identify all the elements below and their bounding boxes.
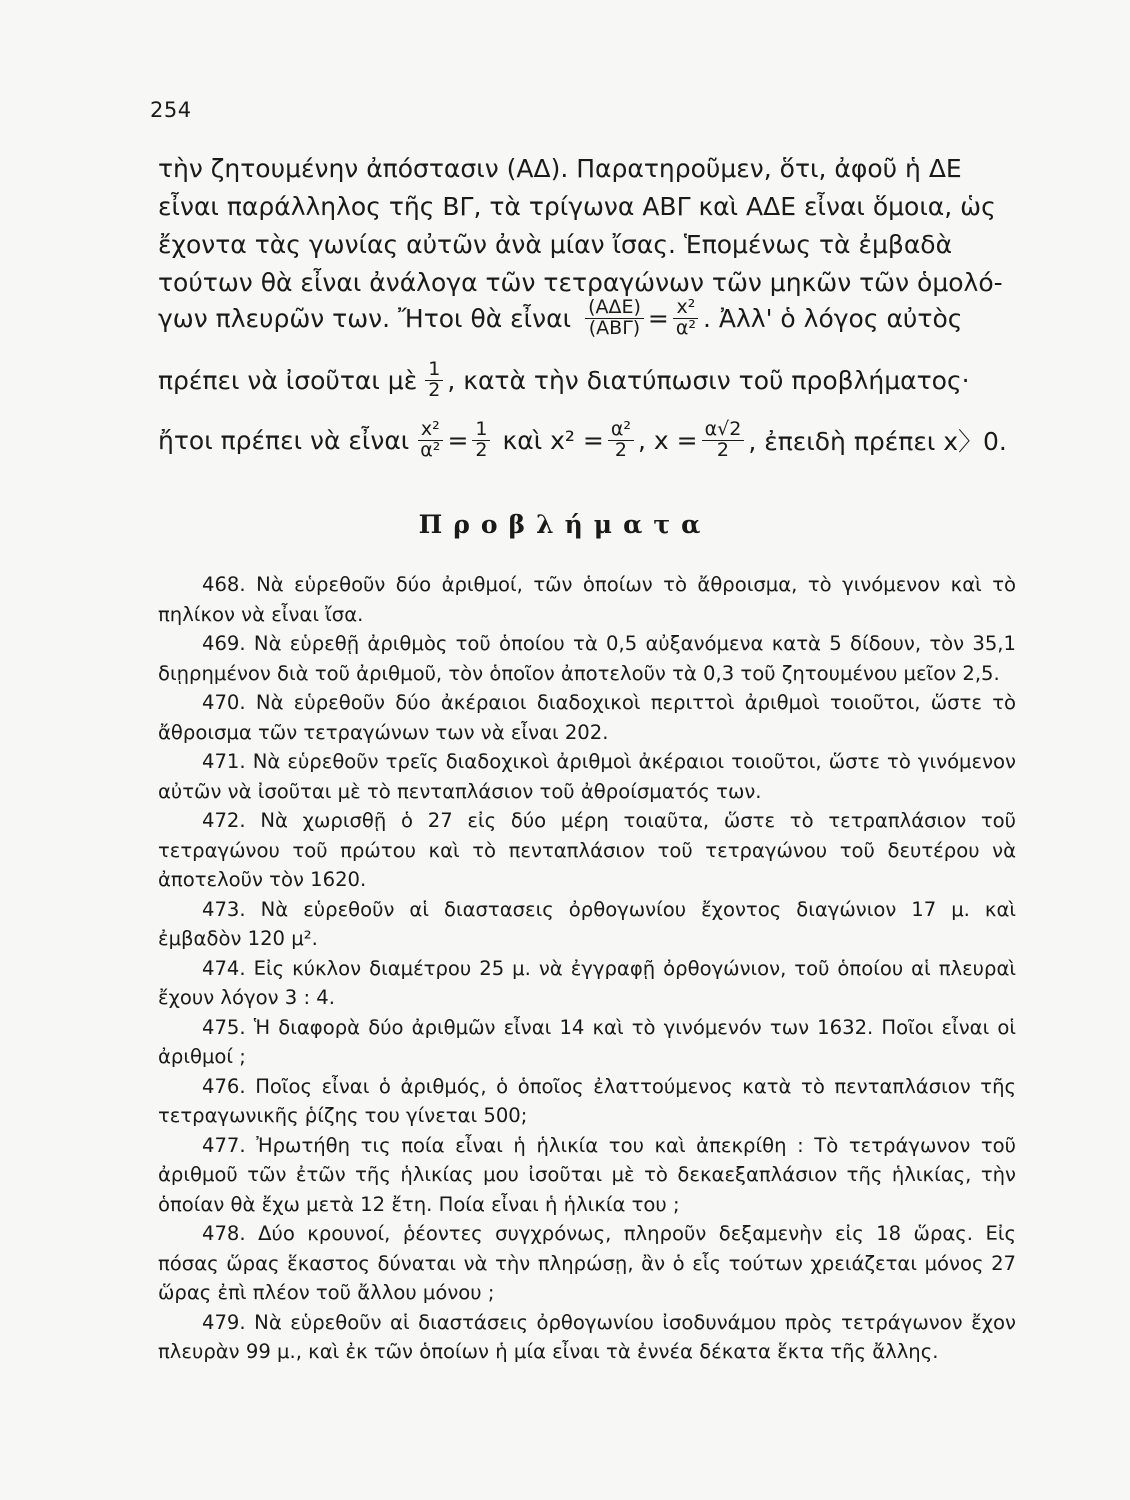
problem-item: 475. Ἡ διαφορὰ δύο ἀριθμῶν εἶναι 14 καὶ τὸ γινόμενόν των 1632. Ποῖοι εἶναι οἱ ἀριθμοί ; — [158, 1015, 1016, 1068]
fraction-numerator: 1 — [425, 360, 443, 381]
problem-item: 468. Νὰ εὑρεθοῦν δύο ἀριθμοί, τῶν ὁποίων τὸ ἄθροισμα, τὸ γινόμενον καὶ τὸ πηλίκον νὰ εἶναι ἴσα. — [158, 573, 1016, 626]
problem-item: 469. Νὰ εὑρεθῇ ἀριθμὸς τοῦ ὁποίου τὰ 0,5 αὐξανόμενα κατὰ 5 δίδουν, τὸν 35,1 διῃρημένον διὰ τοῦ ἀριθμοῦ, τὸν ὁποῖον ἀποτελοῦν τὰ 0,3 τοῦ ζητουμένου μεῖον 2,5. — [158, 632, 1016, 685]
fraction-numerator: α² — [608, 420, 634, 441]
section-heading: Προβλήματα — [418, 510, 712, 539]
math-text: . Ἀλλ' ὁ λόγος αὐτὸς — [703, 303, 963, 333]
math-text: καὶ x² = — [502, 425, 604, 455]
problem-item: 471. Νὰ εὑρεθοῦν τρεῖς διαδοχικοὶ ἀριθμοὶ ἀκέραιοι τοιοῦτοι, ὥστε τὸ γινόμενον αὐτῶν νὰ ἰσοῦται μὲ τὸ πενταπλάσιον τοῦ ἀθροίσματός των. — [158, 750, 1016, 803]
fraction-numerator: x² — [418, 420, 443, 441]
intro-line: τὴν ζητουμένην ἀπόστασιν (ΑΔ). Παρατηροῦμεν, ὅτι, ἀφοῦ ἡ ΔΕ — [158, 154, 962, 183]
equals-sign: = — [647, 303, 669, 333]
problem-list — [158, 570, 1016, 1367]
half-fraction — [425, 360, 443, 401]
solution-fraction — [702, 420, 745, 461]
problem-item: 478. Δύο κρουνοί, ῥέοντες συγχρόνως, πληροῦν δεξαμενὴν εἰς 18 ὥρας. Εἰς πόσας ὥρας ἕκαστος δύναται νὰ τὴν πληρώσῃ, ἂν ὁ εἷς τούτων χρειάζεται μόνος 27 ὥρας ἐπὶ πλέον τοῦ ἄλλου μόνου ; — [158, 1222, 1016, 1304]
problem-item: 477. Ἠρωτήθη τις ποία εἶναι ἡ ἡλικία του καὶ ἀπεκρίθη : Τὸ τετράγωνον τοῦ ἀριθμοῦ τῶν ἐτῶν τῆς ἡλικίας μου ἰσοῦται μὲ τὸ δεκαεξαπλάσιον τῆς ἡλικίας, τὴν ὁποίαν θὰ ἔχω μετὰ 12 ἔτη. Ποία εἶναι ἡ ἡλικία του ; — [158, 1133, 1016, 1216]
problem-item: 473. Νὰ εὑρεθοῦν αἱ διαστασεις ὀρθογωνίου ἔχοντος διαγώνιον 17 μ. καὶ ἐμβαδὸν 120 μ². — [158, 897, 1016, 950]
problem-item: 470. Νὰ εὑρεθοῦν δύο ἀκέραιοι διαδοχικοὶ περιττοὶ ἀριθμοὶ τοιοῦτοι, ὥστε τὸ ἄθροισμα τῶν τετραγώνων των νὰ εἶναι 202. — [158, 691, 1016, 744]
fraction-denominator: α² — [675, 316, 696, 339]
math-text: γων πλευρῶν των. Ἤτοι θὰ εἶναι — [158, 303, 572, 333]
intro-line: εἶναι παράλληλος τῆς ΒΓ, τὰ τρίγωνα ΑΒΓ καὶ ΑΔΕ εἶναι ὅμοια, ὡς — [158, 192, 996, 221]
half-condition-line — [158, 360, 970, 401]
equals-sign: = — [447, 425, 469, 455]
problem-item: 479. Νὰ εὑρεθοῦν αἱ διαστάσεις ὀρθογωνίου ἰσοδυνάμου πρὸς τετράγωνον ἔχον πλευρὰν 99 μ., καὶ ἐκ τῶν ὁποίων ἡ μία εἶναι τὰ ἐννέα δέκατα ἕκτα τῆς ἄλλης. — [158, 1310, 1016, 1363]
problem-item: 476. Ποῖος εἶναι ὁ ἀριθμός, ὁ ὁποῖος ἐλαττούμενος κατὰ τὸ πενταπλάσιον τῆς τετραγωνικῆς ῥίζης του γίνεται 500; — [158, 1074, 1016, 1127]
math-text: , κατὰ τὴν διατύπωσιν τοῦ προβλήματος· — [447, 365, 970, 395]
math-text: πρέπει νὰ ἰσοῦται μὲ — [158, 365, 418, 395]
fraction-denominator: 2 — [475, 438, 488, 461]
fraction-numerator: 1 — [472, 420, 490, 441]
fraction-denominator: 2 — [716, 438, 729, 461]
page-number: 254 — [150, 98, 192, 122]
intro-line: ἔχοντα τὰς γωνίας αὐτῶν ἀνὰ μίαν ἴσας. Ἑπομένως τὰ ἐμβαδὰ — [158, 230, 953, 259]
fraction-numerator: x² — [673, 298, 698, 319]
math-text: , x = — [637, 425, 698, 455]
area-ratio-fraction — [585, 298, 644, 339]
math-text: ἤτοι πρέπει νὰ εἶναι — [158, 425, 410, 455]
problem-item: 474. Εἰς κύκλον διαμέτρου 25 μ. νὰ ἐγγραφῇ ὀρθογώνιον, τοῦ ὁποίου αἱ πλευραὶ ἔχουν λόγον 3 : 4. — [158, 956, 1016, 1009]
fraction-numerator: (ΑΔΕ) — [585, 298, 644, 319]
a-squared-half-fraction — [608, 420, 634, 461]
ratio-equation-line — [158, 298, 962, 339]
fraction-numerator: α√2 — [702, 420, 745, 441]
math-text: , ἐπειδὴ πρέπει x〉0. — [748, 427, 1007, 457]
fraction-denominator: 2 — [428, 378, 441, 401]
intro-paragraph — [158, 150, 1020, 302]
fraction-denominator: 2 — [614, 438, 627, 461]
square-ratio-fraction — [673, 298, 699, 339]
fraction-denominator: (ΑΒΓ) — [588, 316, 641, 339]
intro-line: τούτων θὰ εἶναι ἀνάλογα τῶν τετραγώνων τῶν μηκῶν τῶν ὁμολό- — [158, 268, 1003, 297]
x-over-a-fraction — [417, 420, 443, 461]
half-fraction — [472, 420, 490, 461]
problem-item: 472. Νὰ χωρισθῇ ὁ 27 εἰς δύο μέρη τοιαῦτα, ὥστε τὸ τετραπλάσιον τοῦ τετραγώνου τοῦ πρώτου καὶ τὸ πενταπλάσιον τοῦ τετραγώνου τοῦ δευτέρου νὰ ἀποτελοῦν τὸν 1620. — [158, 809, 1016, 891]
solution-line — [158, 420, 1007, 461]
fraction-denominator: α² — [420, 438, 441, 461]
